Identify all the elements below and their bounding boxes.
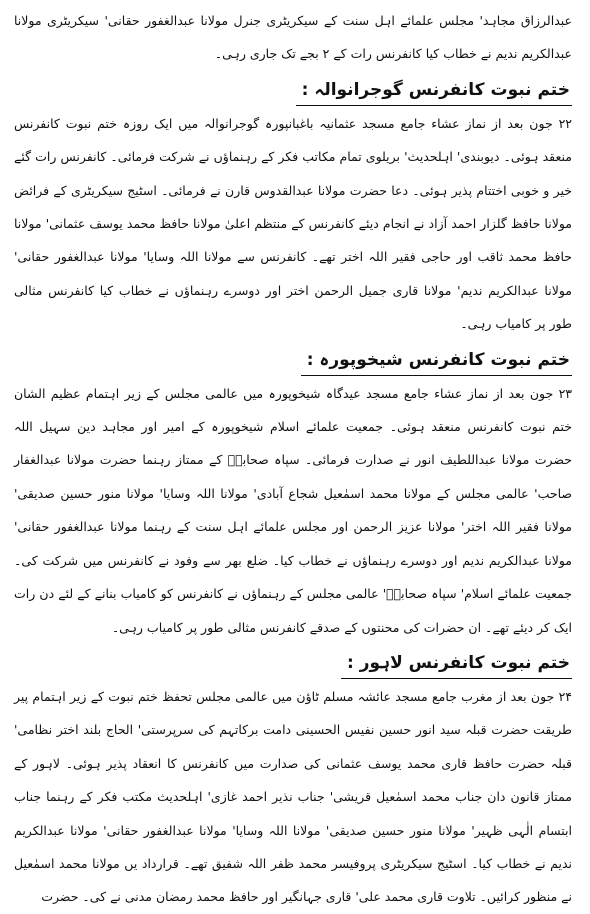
- section-heading-row-sheikhupura: [14, 341, 572, 377]
- section-paragraph-sheikhupura: ۲۳ جون بعد از نماز عشاء جامع مسجد عیدگاہ شیخوپورہ میں عالمی مجلس کے زیر اہتمام عظیم الشان ختم نبوت کانفرنس منعقد ہوئی۔ جمعیت علمائے اسلام شیخوپورہ کے امیر اور مجاہد دین سہیل اللہ حضرت مولانا عبداللطیف انور نے صدارت فرمائی۔ سپاہ صحابہؓ کے ممتاز رہنما حضرت مولانا عبدالغفار صاحب' عالمی مجلس کے مولانا محمد اسمٰعیل شجاع آبادی' مولانا اللہ وسایا' مولانا منور حسین صدیقی' مولانا فقیر اللہ اختر' مولانا عزیز الرحمن اور مجلس علمائے اہل سنت کے رہنما مولانا عبدالغفور حقانی' مولانا عبدالکریم ندیم اور دوسرے رہنماؤں نے خطاب کیا۔ ضلع بھر سے وفود نے کانفرنس میں شرکت کی۔ جمعیت علمائے اسلام' سپاہ صحابہؓ' عالمی مجلس کے رہنماؤں نے کانفرنس کو کامیاب بنانے کے لئے دن رات ایک کر دیئے تھے۔ ان حضرات کی محنتوں کے صدقے کانفرنس مثالی طور پر کامیاب رہی۔: [14, 385, 572, 635]
- intro-paragraph: عبدالرزاق مجاہد' مجلس علمائے اہل سنت کے سیکریٹری جنرل مولانا عبدالغفور حقانی' سیکریٹری مولانا عبدالکریم ندیم نے خطاب کیا کانفرنس رات کے ۲ بجے تک جاری رہی۔: [14, 13, 572, 62]
- section-heading-row-gujranwala: [14, 71, 572, 107]
- section-heading-lahore: ختم نبوت کانفرنس لاہور :: [341, 648, 572, 679]
- section-heading-row-lahore: [14, 644, 572, 680]
- section-paragraph-gujranwala: ۲۲ جون بعد از نماز عشاء جامع مسجد عثمانیہ باغبانپورہ گوجرانوالہ میں ایک روزہ ختم نبوت کانفرنس منعقد ہوئی۔ دیوبندی' اہلحدیث' بریلوی تمام مکاتب فکر کے رہنماؤں نے شرکت فرمائی۔ کانفرنس رات گئے خیر و خوبی اختتام پذیر ہوئی۔ دعا حضرت مولانا عبدالقدوس قارن نے فرمائی۔ اسٹیج سیکریٹری کے فرائض مولانا حافظ گلزار احمد آزاد نے انجام دیئے کانفرنس کے منتظم اعلیٰ مولانا حافظ محمد یوسف عثمانی' مولانا حافظ محمد ثاقب اور حاجی فقیر اللہ اختر تھے۔ کانفرنس سے مولانا اللہ وسایا' مولانا عبدالغفور حقانی' مولانا عبدالکریم ندیم' مولانا قاری جمیل الرحمن اختر اور دوسرے رہنماؤں نے خطاب کیا کانفرنس مثالی طور پر کامیاب رہی۔: [14, 115, 572, 332]
- section-paragraph-lahore: ۲۴ جون بعد از مغرب جامع مسجد عائشہ مسلم ٹاؤن میں عالمی مجلس تحفظ ختم نبوت کے زیر اہتمام پیر طریقت حضرت قبلہ سید انور حسین نفیس الحسینی دامت برکاتہم کی سرپرستی' الحاج بلند اختر نظامی' قبلہ حضرت حافظ قاری محمد یوسف عثمانی کی صدارت میں کانفرنس کا انعقاد پذیر ہوئی۔ لاہور کے ممتاز قانون دان جناب محمد اسمٰعیل قریشی' جناب نذیر احمد غازی' اہلحدیث مکتب فکر کے رہنما جناب ابتسام الٰہی ظہیر' مولانا منور حسین صدیقی' مولانا اللہ وسایا' مولانا عبدالغفور حقانی' مولانا عبدالکریم ندیم نے خطاب کیا۔ اسٹیج سیکریٹری پروفیسر محمد ظفر اللہ شفیق تھے۔ قرارداد یں مولانا محمد اسمٰعیل نے منظور کرائیں۔ تلاوت قاری محمد علی' قاری جہانگیر اور حافظ محمد رمضان مدنی نے کی۔ حضرت: [14, 688, 572, 905]
- section-heading-gujranwala: ختم نبوت کانفرنس گوجرانوالہ :: [296, 75, 572, 106]
- section-heading-sheikhupura: ختم نبوت کانفرنس شیخوپورہ :: [301, 345, 572, 376]
